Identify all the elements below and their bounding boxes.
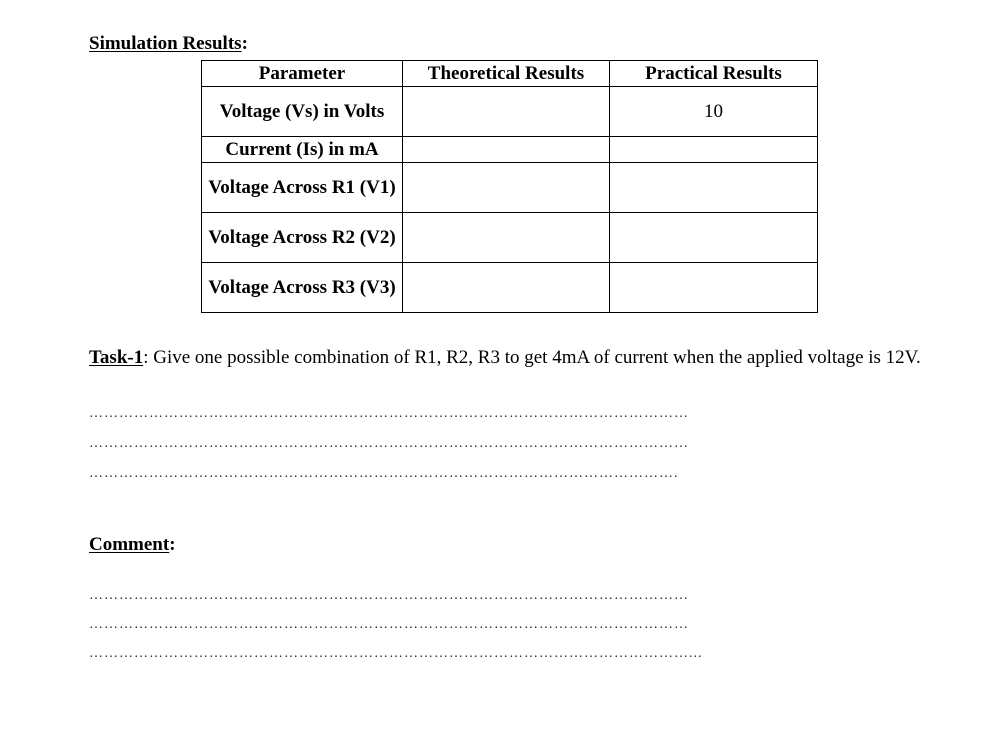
theoretical-cell[interactable] bbox=[403, 163, 610, 213]
parameter-cell: Voltage Across R3 (V3) bbox=[202, 263, 403, 313]
comment-line[interactable]: …………………………………………………………………………………………………………... bbox=[89, 646, 703, 661]
comment-line[interactable]: ………………………………………………………………………………………………………… bbox=[89, 588, 689, 603]
simulation-results-heading bbox=[89, 33, 248, 55]
results-table bbox=[201, 60, 818, 313]
parameter-cell: Voltage (Vs) in Volts bbox=[202, 87, 403, 137]
task-1-label: Task-1 bbox=[89, 347, 144, 368]
table-row-voltage-vs bbox=[202, 87, 818, 137]
practical-cell[interactable] bbox=[610, 163, 818, 213]
task-answer-line[interactable]: ………………………………………………………………………………………………………… bbox=[89, 436, 689, 451]
practical-cell[interactable] bbox=[610, 137, 818, 163]
parameter-cell: Voltage Across R1 (V1) bbox=[202, 163, 403, 213]
comment-line[interactable]: ………………………………………………………………………………………………………… bbox=[89, 617, 689, 632]
table-row-current-is bbox=[202, 137, 818, 163]
task-answer-line[interactable]: ………………………………………………………………………………………………………… bbox=[89, 406, 689, 421]
results-table-header-row bbox=[202, 61, 818, 87]
simulation-results-colon: : bbox=[241, 33, 248, 54]
practical-cell[interactable]: 10 bbox=[610, 87, 818, 137]
header-theoretical-results: Theoretical Results bbox=[403, 61, 610, 87]
theoretical-cell[interactable] bbox=[403, 87, 610, 137]
comment-title: Comment bbox=[89, 534, 170, 555]
theoretical-cell[interactable] bbox=[403, 213, 610, 263]
theoretical-cell[interactable] bbox=[403, 137, 610, 163]
practical-cell[interactable] bbox=[610, 263, 818, 313]
theoretical-cell[interactable] bbox=[403, 263, 610, 313]
task-1-question bbox=[89, 344, 939, 372]
comment-colon: : bbox=[169, 534, 176, 555]
task-1-text: : Give one possible combination of R1, R2, R3 to get 4mA of current when the applied voltage is 12V. bbox=[143, 347, 921, 368]
table-row-voltage-v1 bbox=[202, 163, 818, 213]
parameter-cell: Voltage Across R2 (V2) bbox=[202, 213, 403, 263]
simulation-results-title: Simulation Results bbox=[89, 33, 242, 54]
comment-heading bbox=[89, 534, 176, 556]
task-answer-line[interactable]: ………………………………………………………………………………………………………. bbox=[89, 466, 679, 481]
parameter-cell: Current (Is) in mA bbox=[202, 137, 403, 163]
header-practical-results: Practical Results bbox=[610, 61, 818, 87]
table-row-voltage-v3 bbox=[202, 263, 818, 313]
table-row-voltage-v2 bbox=[202, 213, 818, 263]
header-parameter: Parameter bbox=[202, 61, 403, 87]
practical-cell[interactable] bbox=[610, 213, 818, 263]
